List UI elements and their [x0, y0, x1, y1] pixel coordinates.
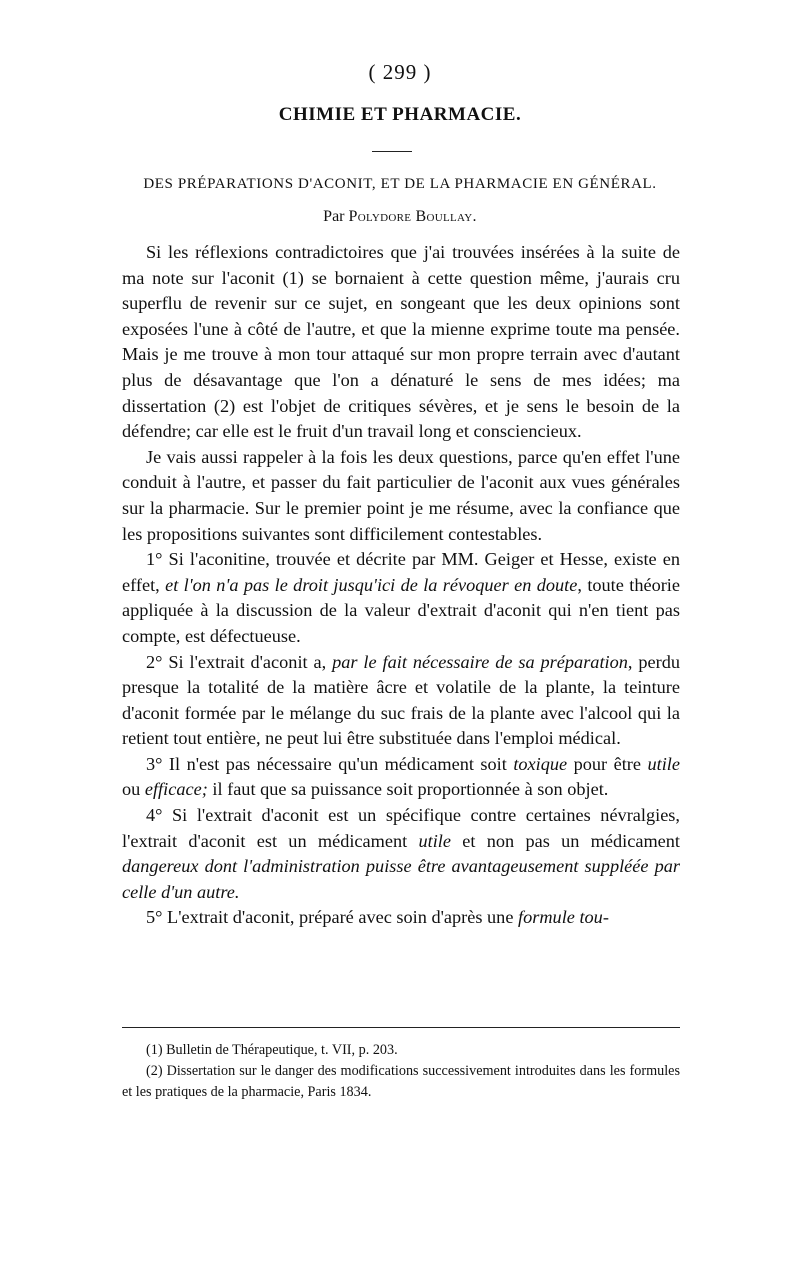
paragraph-4	[122, 650, 680, 752]
paragraph-4-text-a: 2° Si l'extrait d'aconit a,	[146, 651, 327, 672]
paragraph-4-text-b: , perdu presque la totalité de la matière âcre et volatile de la plante, la teinture d'aconit formée par le mélange du suc frais de la plante avec l'alcool qui la retient tout entière, ne peut lui être substituée dans l'emploi médical.	[122, 651, 680, 749]
paragraph-5-emphasis-utile: utile	[647, 753, 680, 774]
paragraph-5-text-c: ou	[122, 779, 141, 800]
paragraph-6-emphasis-dangereux: dangereux dont l'administration puisse être avantageusement suppléée par celle d'un autre.	[122, 856, 680, 902]
paragraph-6-emphasis-utile: utile	[418, 830, 451, 851]
paragraph-5	[122, 752, 680, 803]
paragraph-1: Si les réflexions contradictoires que j'ai trouvées insérées à la suite de ma note sur l'aconit (1) se bornaient à cette question même, j'aurais cru superflu de revenir sur ce sujet, en songeant que les deux opinions sont exposées l'une à côté de l'autre, et que la mienne exprime toute ma pensée. Mais je me trouve à mon tour attaqué sur mon propre terrain avec d'autant plus de désavantage que l'on a dénaturé le sens de mes idées; ma dissertation (2) est l'objet de critiques sévères, et je sens le besoin de la défendre; car elle est le fruit d'un travail long et consciencieux.	[122, 242, 680, 442]
paragraph-5-text-a: 3° Il n'est pas nécessaire qu'un médicament soit	[146, 753, 507, 774]
paragraph-5-text-d: il faut que sa puissance soit proportionnée à son objet.	[212, 779, 609, 800]
author-prefix: Par	[323, 208, 345, 225]
author-line	[0, 208, 800, 226]
paragraph-3	[122, 547, 680, 649]
paragraph-6-text-a: 4° Si l'extrait d'aconit est un spécifique contre certaines névralgies, l'extrait d'aconit est un médicament	[122, 805, 680, 851]
paragraph-4-emphasis: par le fait nécessaire de sa préparation	[332, 651, 628, 672]
paragraph-6-text-b: et non pas un médicament	[462, 830, 680, 851]
author-name: Polydore Boullay.	[348, 208, 477, 225]
paragraph-5-text-b: pour être	[573, 753, 641, 774]
footnotes	[122, 1040, 680, 1103]
paragraph-3-text-a: 1° Si l'aconitine, trouvée et décrite par MM. Geiger et Hesse, existe en effet,	[122, 549, 680, 595]
paragraph-6	[122, 803, 680, 905]
footnote-separator-rule	[122, 1027, 680, 1028]
title-separator-rule	[372, 151, 412, 152]
body-text	[122, 240, 680, 931]
footnote-1: (1) Bulletin de Thérapeutique, t. VII, p. 203.	[146, 1042, 398, 1058]
page-number: ( 299 )	[368, 60, 432, 84]
paragraph-7	[122, 905, 680, 931]
section-title: CHIMIE ET PHARMACIE.	[278, 104, 522, 125]
paragraph-3-text-b: , toute théorie appliquée à la discussion de la valeur d'extrait d'aconit qui n'en tient pas compte, est défectueuse.	[122, 574, 681, 646]
paragraph-5-emphasis-efficace: efficace;	[144, 779, 208, 800]
paragraph-3-emphasis: et l'on n'a pas le droit jusqu'ici de la révoquer en doute	[165, 574, 578, 595]
footnote-2: (2) Dissertation sur le danger des modifications successivement introduites dans les formules et les pratiques de la pharmacie, Paris 1834.	[122, 1063, 680, 1100]
paragraph-5-emphasis-toxique: toxique	[513, 753, 568, 774]
article-title: DES PRÉPARATIONS D'ACONIT, ET DE LA PHARMACIE EN GÉNÉRAL.	[143, 176, 657, 192]
paragraph-2: Je vais aussi rappeler à la fois les deux questions, parce qu'en effet l'une conduit à l'autre, et passer du fait particulier de l'aconit aux vues générales sur la pharmacie. Sur le premier point je me résume, avec la confiance que les propositions suivantes sont difficilement contestables.	[122, 446, 680, 544]
paragraph-7-text-a: 5° L'extrait d'aconit, préparé avec soin d'après une	[146, 907, 514, 928]
paragraph-7-emphasis: formule tou-	[518, 907, 609, 928]
